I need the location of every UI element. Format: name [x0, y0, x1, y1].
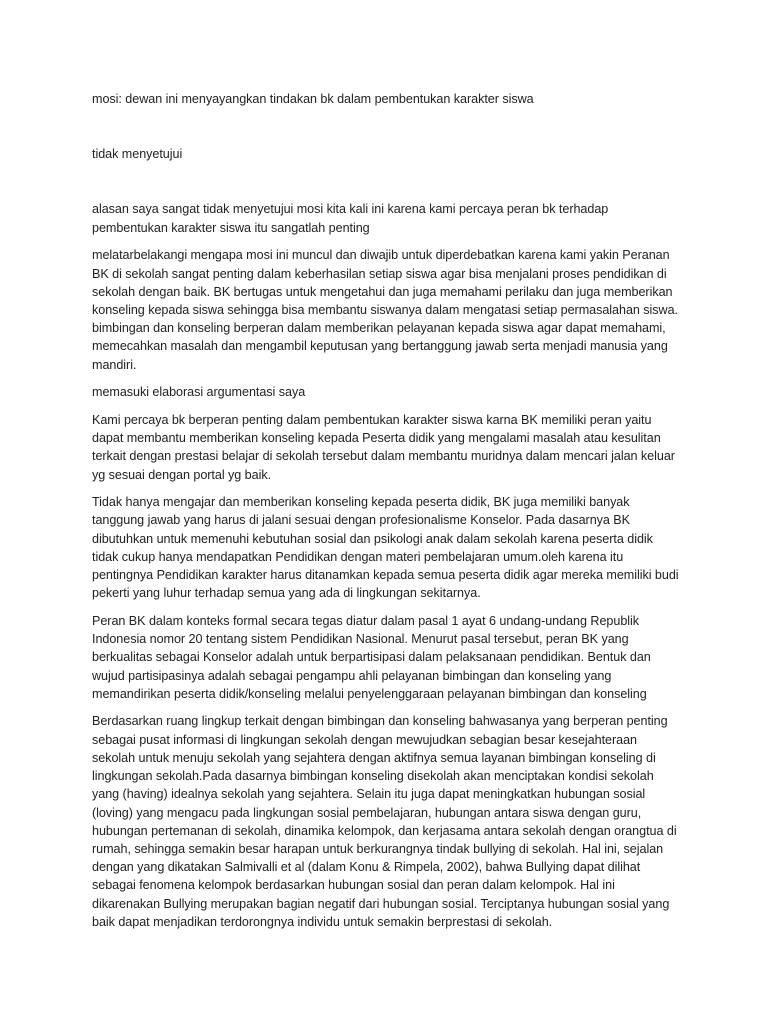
paragraph-reason: alasan saya sangat tidak menyetujui mosi kita kali ini karena kami percaya peran bk terhadap pembentukan karakter siswa itu sangatlah penting [92, 202, 609, 235]
motion-title: mosi: dewan ini menyayangkan tindakan bk dalam pembentukan karakter siswa [92, 92, 534, 106]
paragraph-background: melatarbelakangi mengapa mosi ini muncul dan diwajib untuk diperdebatkan karena kami yakin Peranan BK di sekolah sangat penting dalam keberhasilan setiap siswa agar bisa menjalani proses pendidikan di sekolah dengan baik. BK bertugas untuk mengetahui dan juga memahami perilaku dan juga memberikan konseling kepada siswa sehingga bisa membantu siswanya dalam mengatasi setiap permasalahan siswa. bimbingan dan konseling berperan dalam memberikan pelayanan kepada siswa agar dapat memahami, memecahkan masalah dan mengambil keputusan yang bertanggung jawab serta menjadi manusia yang mandiri. [92, 248, 678, 372]
paragraph-elaboration-intro: memasuki elaborasi argumentasi saya [92, 385, 306, 400]
stance-label: tidak menyetujui [92, 147, 183, 162]
document-body [92, 90, 682, 940]
paragraph-argument-1: Kami percaya bk berperan penting dalam pembentukan karakter siswa karna BK memiliki peran yaitu dapat membantu memberikan konseling kepada Peserta didik yang mengalami masalah atau kesulitan terkait dengan prestasi belajar di sekolah tersebut dalam membantu muridnya dalam mencari jalan keluar yg sesuai dengan portal yg baik. [92, 412, 675, 482]
paragraph-argument-2: Tidak hanya mengajar dan memberikan konseling kepada peserta didik, BK juga memiliki banyak tanggung jawab yang harus di jalani sesuai dengan profesionalisme Konselor. Pada dasarnya BK dibutuhkan untuk memenuhi kebutuhan sosial dan psikologi anak dalam sekolah karena peserta didik tidak cukup hanya mendapatkan Pendidikan dengan materi pembelajaran umum.oleh karena itu pentingnya Pendidikan karakter harus ditanamkan kepada semua peserta didik agar mereka memiliki budi pekerti yang luhur terhadap semua yang ada di lingkungan sekitarnya. [92, 495, 679, 601]
paragraph-argument-4: Berdasarkan ruang lingkup terkait dengan bimbingan dan konseling bahwasanya yang berperan penting sebagai pusat informasi di lingkungan sekolah dengan mewujudkan sebagian besar kesejahteraan sekolah untuk menuju sekolah yang sejahtera dengan aktifnya semua layanan bimbingan konseling di lingkungan sekolah.Pada dasarnya bimbingan konseling disekolah akan menciptakan kondisi sekolah yang (having) idealnya sekolah yang sejahtera. Selain itu juga dapat meningkatkan hubungan sosial (loving) yang mengacu pada lingkungan sosial pembelajaran, hubungan antara siswa dengan guru, hubungan pertemanan di sekolah, dinamika kelompok, dan kerjasama antara sekolah dengan orangtua di rumah, sehingga semakin besar harapan untuk berkurangnya tindak bullying di sekolah. Hal ini, sejalan dengan yang dikatakan Salmivalli et al (dalam Konu & Rimpela, 2002), bahwa Bullying dapat dilihat sebagai fenomena kelompok berdasarkan hubungan sosial dan peran dalam kelompok. Hal ini dikarenakan Bullying merupakan bagian negatif dari hubungan sosial. Terciptanya hubungan sosial yang baik dapat menjadikan terdorongnya individu untuk semakin berprestasi di sekolah. [92, 714, 677, 929]
paragraph-argument-3: Peran BK dalam konteks formal secara tegas diatur dalam pasal 1 ayat 6 undang-undang Republik Indonesia nomor 20 tentang sistem Pendidikan Nasional. Menurut pasal tersebut, peran BK yang berkualitas sebagai Konselor adalah untuk berpartisipasi dalam pelaksanaan pendidikan. Bentuk dan wujud partisipasinya adalah sebagai pengampu ahli pelayanan bimbingan dan konseling yang memandirikan peserta didik/konseling melalui penyelenggaraan pelayanan bimbingan dan konseling [92, 613, 651, 701]
